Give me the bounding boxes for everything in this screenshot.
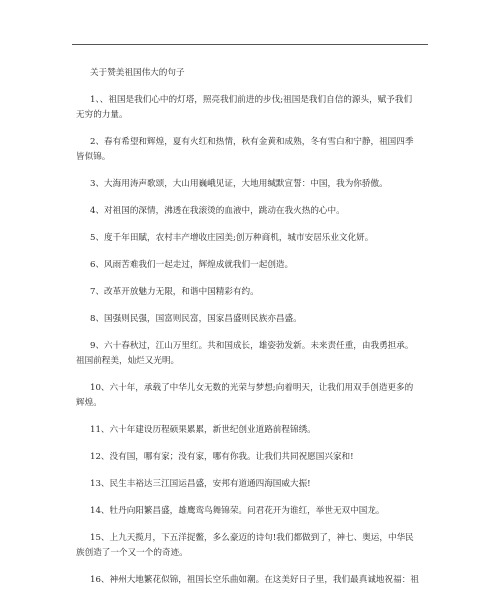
paragraph-line: 1、、祖国是我们心中的灯塔，照亮我们前进的步伐;祖国是我们自信的源头，赋予我们 <box>90 95 413 105</box>
header-rule <box>72 44 428 45</box>
paragraph-line: 祖国前程美，灿烂又光明。 <box>76 356 180 366</box>
paragraph-line: 11、六十年建设历程硕果累累，新世纪创业道路前程锦绣。 <box>90 425 316 435</box>
paragraph-line: 12、没有国，哪有家；没有家，哪有你我。让我们共同祝愿国兴家和! <box>90 452 354 462</box>
paragraph-line: 辉煌。 <box>76 398 102 408</box>
paragraph <box>90 504 430 519</box>
paragraph-line: 6、风雨苦难我们一起走过，辉煌成就我们一起创造。 <box>90 260 294 270</box>
paragraph-list <box>76 93 430 588</box>
paragraph <box>76 339 430 369</box>
paragraph-line: 8、国强则民强，国富则民富，国家昌盛则民族亦昌盛。 <box>90 314 302 324</box>
paragraph-line: 9、六十春秋过，江山万里红。共和国成长，雄姿勃发新。未来责任重，由我勇担承。 <box>90 341 414 351</box>
paragraph <box>76 381 430 411</box>
document-title: 关于赞美祖国伟大的句子 <box>90 68 185 78</box>
paragraph-line: 16、神州大地繁花似锦，祖国长空乐曲如潮。在这美好日子里，我们最真诚地祝福：祖 <box>90 575 419 585</box>
document-body <box>76 66 430 600</box>
paragraph <box>90 477 430 492</box>
paragraph <box>76 135 430 165</box>
paragraph-line: 5、度千年田賦，农村丰产增收庄园美;创万种商机，城市安居乐业文化妍。 <box>90 233 374 243</box>
paragraph <box>90 231 430 246</box>
paragraph-line: 13、民生丰裕达三江国运昌盛，安邦有道通四海国威大振! <box>90 479 311 489</box>
paragraph <box>90 258 430 273</box>
paragraph-line: 15、上九天揽月，下五洋捉鳖，多么豪迈的诗句!我们都做到了，神七、奥运，中华民 <box>90 533 414 543</box>
paragraph-line: 4、对祖国的深情，沸透在我滚烫的血液中，跳动在我火热的心中。 <box>90 206 345 216</box>
paragraph-line: 族创造了一个又一个的奇迹。 <box>76 548 188 558</box>
paragraph <box>90 573 430 588</box>
paragraph-line: 无穷的力量。 <box>76 110 128 120</box>
paragraph-line: 皆似锦。 <box>76 152 111 162</box>
paragraph-line: 7、改革开放魅力无限，和谐中国精彩有约。 <box>90 287 259 297</box>
paragraph <box>76 531 430 561</box>
paragraph <box>90 450 430 465</box>
paragraph <box>90 204 430 219</box>
paragraph <box>90 423 430 438</box>
paragraph-line: 2、春有希望和辉煌，夏有火红和热情，秋有金黄和成熟，冬有雪白和宁静，祖国四季 <box>90 137 414 147</box>
paragraph-line: 3、大海用涛声歌颂，大山用巍峨见证，大地用缄默宣誓：中国，我为你骄傲。 <box>90 179 388 189</box>
paragraph <box>76 93 430 123</box>
paragraph <box>90 312 430 327</box>
paragraph <box>90 285 430 300</box>
paragraph-line: 14、牡丹向阳繁昌盛，雄鹰鸾鸟舞锦荣。问君花开为谁红，举世无双中国龙。 <box>90 506 385 516</box>
paragraph <box>90 177 430 192</box>
paragraph-line: 10、六十年，承载了中华儿女无数的光荣与梦想;向着明天，让我们用双手创造更多的 <box>90 383 414 393</box>
